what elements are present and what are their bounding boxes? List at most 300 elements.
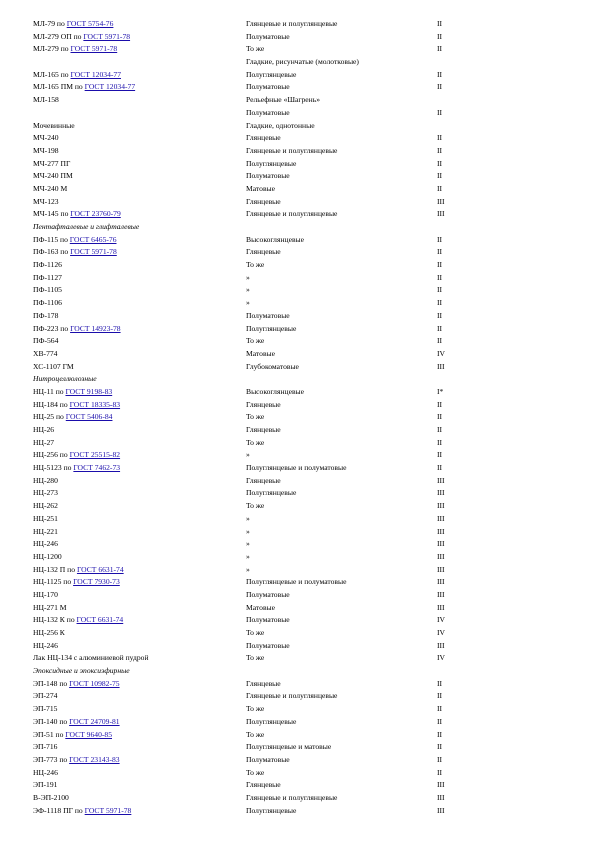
finish-type-cell: Полуматовые (246, 82, 290, 92)
class-cell: IV (437, 348, 446, 358)
material-name: НЦ-132 П по (33, 564, 76, 574)
class-cell: II (437, 399, 443, 409)
material-name-cell (33, 411, 112, 424)
table-row (0, 779, 595, 792)
class-cell: II (437, 260, 443, 270)
material-name-cell (33, 234, 117, 247)
table-row (0, 310, 595, 323)
class-cell: II (437, 323, 443, 333)
section-heading (33, 665, 130, 678)
class-cell: II (437, 742, 443, 752)
gost-link[interactable]: ГОСТ 6631-74 (76, 564, 124, 574)
table-row (0, 500, 595, 513)
material-name: ПФ-115 по (33, 234, 68, 244)
gost-link[interactable]: ГОСТ 5971-78 (84, 805, 132, 815)
gost-link[interactable]: ГОСТ 6465-76 (69, 234, 117, 244)
finish-type-cell: Глянцевые (246, 780, 281, 790)
table-row (0, 272, 595, 285)
class-cell: III (437, 361, 445, 371)
finish-type-cell: То же (246, 501, 265, 511)
finish-type-cell: Глянцевые (246, 399, 281, 409)
material-name: НЦ-273 (33, 488, 58, 498)
finish-type-cell: Глянцевые (246, 196, 281, 206)
gost-link[interactable]: ГОСТ 5754-76 (66, 19, 114, 28)
gost-link[interactable]: ГОСТ 7930-73 (73, 577, 120, 587)
class-cell: IV (437, 628, 446, 637)
table-row (0, 589, 595, 602)
material-name-cell (33, 513, 58, 526)
material-name: МЧ-198 (33, 145, 59, 155)
class-cell: II (437, 691, 443, 701)
table-row (0, 716, 595, 729)
table-row (0, 56, 595, 69)
material-name-cell (33, 183, 67, 196)
material-name-cell (33, 652, 149, 665)
class-cell: II (437, 31, 443, 41)
material-name-cell (33, 424, 54, 437)
gost-link[interactable]: ГОСТ 24709-81 (69, 716, 120, 726)
table-row (0, 411, 595, 424)
section-heading-row (0, 221, 595, 234)
material-name: МЧ-123 (33, 196, 59, 206)
gost-link[interactable]: ГОСТ 14923-78 (70, 323, 121, 333)
finish-type-cell: Полуглянцевые (246, 323, 297, 333)
material-name: ПФ-223 по (33, 323, 69, 333)
gost-link[interactable]: ГОСТ 6631-74 (76, 615, 124, 625)
table-row (0, 31, 595, 44)
gost-link[interactable]: ГОСТ 5971-78 (83, 31, 131, 41)
material-name-cell (33, 145, 59, 158)
material-name-cell (33, 120, 75, 133)
class-cell: III (437, 602, 445, 612)
class-cell: III (437, 526, 445, 536)
finish-type-cell: Глянцевые (246, 133, 281, 143)
material-name: МЛ-279 по (33, 44, 69, 54)
material-name: ПФ-178 (33, 310, 59, 320)
material-name: НЦ-251 (33, 513, 58, 523)
class-cell: II (437, 450, 443, 460)
material-name-cell (33, 703, 57, 716)
class-cell: II (437, 272, 443, 282)
table-row (0, 107, 595, 120)
table-row (0, 348, 595, 361)
material-name: НЦ-262 (33, 501, 58, 511)
class-cell: II (437, 754, 443, 764)
finish-type-cell: То же (246, 437, 265, 447)
material-name: НЦ-170 (33, 589, 58, 599)
material-name: НЦ-280 (33, 475, 58, 485)
table-row (0, 335, 595, 348)
gost-link[interactable]: ГОСТ 12034-77 (84, 82, 136, 92)
material-name: Эпоксидные и эпоксиэфирные (33, 666, 130, 676)
finish-type-cell: То же (246, 767, 265, 777)
class-cell: II (437, 19, 443, 28)
section-heading-row (0, 665, 595, 678)
material-name: НЦ-132 К по (33, 615, 75, 625)
finish-type-cell: Глянцевые и полуглянцевые (246, 792, 338, 802)
material-name-cell (33, 614, 123, 627)
finish-type-cell: То же (246, 412, 265, 422)
table-row (0, 18, 595, 31)
class-cell: II (437, 158, 443, 168)
table-row (0, 234, 595, 247)
finish-type-cell: Гладкие, рисунчатые (молотковые) (246, 57, 359, 67)
class-cell: II (437, 247, 443, 257)
finish-type-cell: Глянцевые и полуглянцевые (246, 691, 338, 701)
finish-type-cell: То же (246, 44, 265, 54)
material-name-cell (33, 196, 59, 209)
material-name-cell (33, 361, 74, 374)
table-row (0, 424, 595, 437)
class-cell: III (437, 577, 445, 587)
table-row (0, 246, 595, 259)
material-name-cell (33, 576, 120, 589)
finish-type-cell: Глянцевые и полуглянцевые (246, 19, 338, 28)
table-row (0, 690, 595, 703)
material-name: Мочевинные (33, 120, 75, 130)
finish-type-cell: То же (246, 628, 265, 637)
finish-type-cell: Глубокоматовые (246, 361, 299, 371)
material-name-cell (33, 31, 130, 44)
material-name: МЛ-165 по (33, 69, 69, 79)
material-name: ЭФ-1118 ПГ по (33, 805, 83, 815)
material-name-cell (33, 627, 65, 640)
class-cell: II (437, 183, 443, 193)
material-name: МЧ-240 ПМ (33, 171, 73, 181)
finish-type-cell: » (246, 564, 250, 574)
material-name-cell (33, 272, 62, 285)
finish-type-cell: Полуглянцевые (246, 158, 297, 168)
table-row (0, 703, 595, 716)
class-cell: III (437, 513, 445, 523)
finish-type-cell: Полуглянцевые (246, 716, 297, 726)
material-name: НЦ-25 по (33, 412, 64, 422)
table-row (0, 576, 595, 589)
class-cell: III (437, 539, 445, 549)
table-row (0, 792, 595, 805)
material-name: МЛ-165 ПМ по (33, 82, 83, 92)
table-row (0, 43, 595, 56)
finish-type-cell: Полуглянцевые и полуматовые (246, 577, 347, 587)
finish-type-cell: То же (246, 653, 265, 663)
class-cell: II (437, 107, 443, 117)
class-cell: II (437, 82, 443, 92)
material-name-cell (33, 284, 62, 297)
material-name-cell (33, 449, 120, 462)
gost-link[interactable]: ГОСТ 9198-83 (65, 386, 113, 396)
finish-type-cell: Полуглянцевые (246, 805, 297, 815)
material-name: НЦ-184 по (33, 399, 68, 409)
material-name: НЦ-221 (33, 526, 58, 536)
table-row (0, 767, 595, 780)
material-name: НЦ-26 (33, 425, 55, 434)
gost-link[interactable]: ГОСТ 23143-83 (69, 754, 120, 764)
material-name-cell (33, 323, 121, 336)
material-name-cell (33, 208, 121, 221)
table-row (0, 94, 595, 107)
material-name: Пентафталевые и глифталевые (33, 222, 140, 231)
material-name-cell (33, 564, 124, 577)
class-cell: II (437, 463, 443, 473)
class-cell: III (437, 488, 445, 498)
table-row (0, 437, 595, 450)
material-name-cell (33, 805, 131, 818)
material-name: ПФ-163 по (33, 247, 69, 257)
material-name-cell (33, 779, 57, 792)
finish-type-cell: Высокоглянцевые (246, 386, 305, 396)
material-name: ЭП-51 по (33, 729, 64, 739)
material-name: ПФ-564 (33, 336, 59, 346)
table-row (0, 284, 595, 297)
table-row (0, 81, 595, 94)
material-name-cell (33, 538, 58, 551)
material-name-cell (33, 132, 59, 145)
finish-type-cell: Глянцевые (246, 425, 281, 434)
class-cell: III (437, 196, 445, 206)
material-name: Нитроцеллюлозные (33, 374, 97, 384)
material-name: НЦ-246 (33, 539, 58, 549)
material-name-cell (33, 500, 58, 513)
class-cell: III (437, 501, 445, 511)
table-row (0, 361, 595, 374)
gost-link[interactable]: ГОСТ 7462-73 (73, 463, 121, 473)
class-cell: IV (437, 615, 446, 625)
finish-type-cell: Глянцевые и полуглянцевые (246, 209, 338, 219)
class-cell: II (437, 425, 443, 434)
class-cell: II (437, 437, 443, 447)
table-row (0, 526, 595, 539)
material-name-cell (33, 678, 120, 691)
class-cell: II (437, 704, 443, 714)
material-name: ЭП-274 (33, 691, 58, 701)
gost-link[interactable]: ГОСТ 5971-78 (70, 247, 117, 257)
finish-type-cell: Глянцевые (246, 475, 281, 485)
class-cell: IV (437, 653, 446, 663)
material-name: НЦ-5123 по (33, 463, 72, 473)
material-name-cell (33, 741, 57, 754)
class-cell: II (437, 133, 443, 143)
finish-type-cell: Полуматовые (246, 31, 290, 41)
finish-type-cell: Полуматовые (246, 171, 290, 181)
document-page (0, 18, 595, 817)
material-name-cell (33, 690, 57, 703)
gost-link[interactable]: ГОСТ 18335-83 (69, 399, 121, 409)
material-name-cell (33, 792, 69, 805)
finish-type-cell: То же (246, 260, 265, 270)
class-cell: III (437, 209, 445, 219)
finish-type-cell: Высокоглянцевые (246, 234, 305, 244)
class-cell: III (437, 551, 445, 561)
table-row (0, 652, 595, 665)
class-cell: III (437, 589, 445, 599)
table-row (0, 297, 595, 310)
class-cell: II (437, 298, 443, 308)
finish-type-cell: Полуматовые (246, 589, 290, 599)
section-heading (33, 221, 139, 234)
class-cell: II (437, 412, 443, 422)
material-name-cell (33, 386, 112, 399)
gost-link[interactable]: ГОСТ 5406-84 (65, 412, 113, 422)
material-name-cell (33, 335, 58, 348)
material-name: ПФ-1105 (33, 285, 62, 295)
finish-type-cell: » (246, 539, 250, 549)
class-cell: II (437, 678, 443, 688)
material-name: НЦ-11 по (33, 386, 64, 396)
table-row (0, 183, 595, 196)
finish-type-cell: Полуглянцевые и матовые (246, 742, 332, 752)
table-row (0, 627, 595, 640)
material-name: НЦ-271 М (33, 602, 67, 612)
material-name: В-ЭП-2100 (33, 792, 69, 802)
material-name-cell (33, 716, 120, 729)
material-name-cell (33, 399, 120, 412)
finish-type-cell: Матовые (246, 183, 275, 193)
material-name-cell (33, 170, 73, 183)
table-row (0, 805, 595, 818)
class-cell: II (437, 716, 443, 726)
material-name: НЦ-246 (33, 767, 58, 777)
table-row (0, 487, 595, 500)
material-name: НЦ-256 К (33, 628, 65, 637)
finish-type-cell: » (246, 513, 250, 523)
finish-type-cell: » (246, 551, 250, 561)
finish-type-cell: Полуматовые (246, 640, 290, 650)
material-name: МЧ-240 М (33, 183, 68, 193)
finish-type-cell: Полуматовые (246, 754, 290, 764)
material-name-cell (33, 94, 59, 107)
material-name-cell (33, 310, 58, 323)
class-cell: III (437, 564, 445, 574)
table-row (0, 259, 595, 272)
table-row (0, 564, 595, 577)
material-name: ЭП-715 (33, 704, 58, 714)
material-name: МЛ-279 ОП по (33, 31, 82, 41)
gost-link[interactable]: ГОСТ 10982-75 (69, 678, 120, 688)
material-name-cell (33, 640, 58, 653)
material-name-cell (33, 81, 135, 94)
material-name-cell (33, 297, 62, 310)
table-row (0, 158, 595, 171)
finish-type-cell: Матовые (246, 602, 275, 612)
material-name: ПФ-1126 (33, 260, 62, 270)
material-name-cell (33, 43, 117, 56)
material-name: НЦ-1200 (33, 551, 62, 561)
table-row (0, 614, 595, 627)
class-cell: II (437, 285, 443, 295)
table-row (0, 69, 595, 82)
material-name-cell (33, 475, 58, 488)
material-name: МЛ-158 (33, 95, 59, 105)
material-name-cell (33, 348, 57, 361)
material-name: ХС-1107 ГМ (33, 361, 74, 371)
finish-type-cell: » (246, 272, 250, 282)
material-name: НЦ-1125 по (33, 577, 72, 587)
class-cell: II (437, 767, 443, 777)
material-name-cell (33, 589, 58, 602)
table-row (0, 678, 595, 691)
material-name: НЦ-256 по (33, 450, 68, 460)
finish-type-cell: Глянцевые (246, 247, 281, 257)
table-row (0, 741, 595, 754)
table-row (0, 462, 595, 475)
table-row (0, 323, 595, 336)
class-cell: I* (437, 386, 444, 396)
class-cell: II (437, 44, 443, 54)
table-row (0, 513, 595, 526)
material-name: ЭП-773 по (33, 754, 68, 764)
table-row (0, 132, 595, 145)
finish-type-cell: Гладкие, однотонные (246, 120, 315, 130)
material-name-cell (33, 754, 120, 767)
material-name: ЭП-140 по (33, 716, 68, 726)
material-name-cell (33, 462, 120, 475)
class-cell: II (437, 145, 443, 155)
table-row (0, 449, 595, 462)
gost-link[interactable]: ГОСТ 25515-82 (69, 450, 121, 460)
class-cell: III (437, 475, 445, 485)
material-name: НЦ-246 (33, 640, 58, 650)
material-name-cell (33, 437, 54, 450)
table-row (0, 640, 595, 653)
material-name: МЛ-79 по (33, 19, 65, 28)
material-name: МЧ-277 ПГ (33, 158, 71, 168)
finish-type-cell: Полуматовые (246, 310, 290, 320)
gost-link[interactable]: ГОСТ 5971-78 (70, 44, 118, 54)
class-cell: II (437, 69, 443, 79)
gost-link[interactable]: ГОСТ 9640-85 (65, 729, 112, 739)
finish-type-cell: Глянцевые (246, 678, 281, 688)
table-row (0, 551, 595, 564)
finish-type-cell: » (246, 450, 250, 460)
finish-type-cell: » (246, 285, 250, 295)
material-name: Лак НЦ-134 с алюминиевой пудрой (33, 653, 149, 663)
material-name: НЦ-27 (33, 437, 55, 447)
finish-type-cell: » (246, 526, 250, 536)
table-row (0, 386, 595, 399)
material-name: ЭП-191 (33, 780, 58, 790)
finish-type-cell: То же (246, 729, 265, 739)
material-name-cell (33, 18, 113, 31)
class-cell: II (437, 171, 443, 181)
finish-type-cell: Полуглянцевые (246, 69, 297, 79)
finish-type-cell: Полуматовые (246, 107, 290, 117)
table-row (0, 602, 595, 615)
section-heading (33, 373, 97, 386)
gost-link[interactable]: ГОСТ 12034-77 (70, 69, 121, 79)
finish-type-cell: Глянцевые и полуглянцевые (246, 145, 338, 155)
material-name-cell (33, 526, 58, 539)
table-row (0, 538, 595, 551)
finish-type-cell: Полуматовые (246, 615, 290, 625)
material-name-cell (33, 158, 70, 171)
class-cell: III (437, 792, 445, 802)
finish-type-cell: Рельефные «Шагрень» (246, 95, 320, 105)
table-row (0, 729, 595, 742)
class-cell: II (437, 729, 443, 739)
section-heading-row (0, 373, 595, 386)
class-cell: III (437, 805, 445, 815)
finish-type-cell: » (246, 298, 250, 308)
finish-type-cell: То же (246, 704, 265, 714)
material-name-cell (33, 551, 62, 564)
table-row (0, 208, 595, 221)
material-name-cell (33, 729, 112, 742)
table-row (0, 145, 595, 158)
table-row (0, 170, 595, 183)
gost-link[interactable]: ГОСТ 23760-79 (70, 209, 121, 219)
finish-type-cell: То же (246, 336, 265, 346)
material-name: МЧ-145 по (33, 209, 69, 219)
